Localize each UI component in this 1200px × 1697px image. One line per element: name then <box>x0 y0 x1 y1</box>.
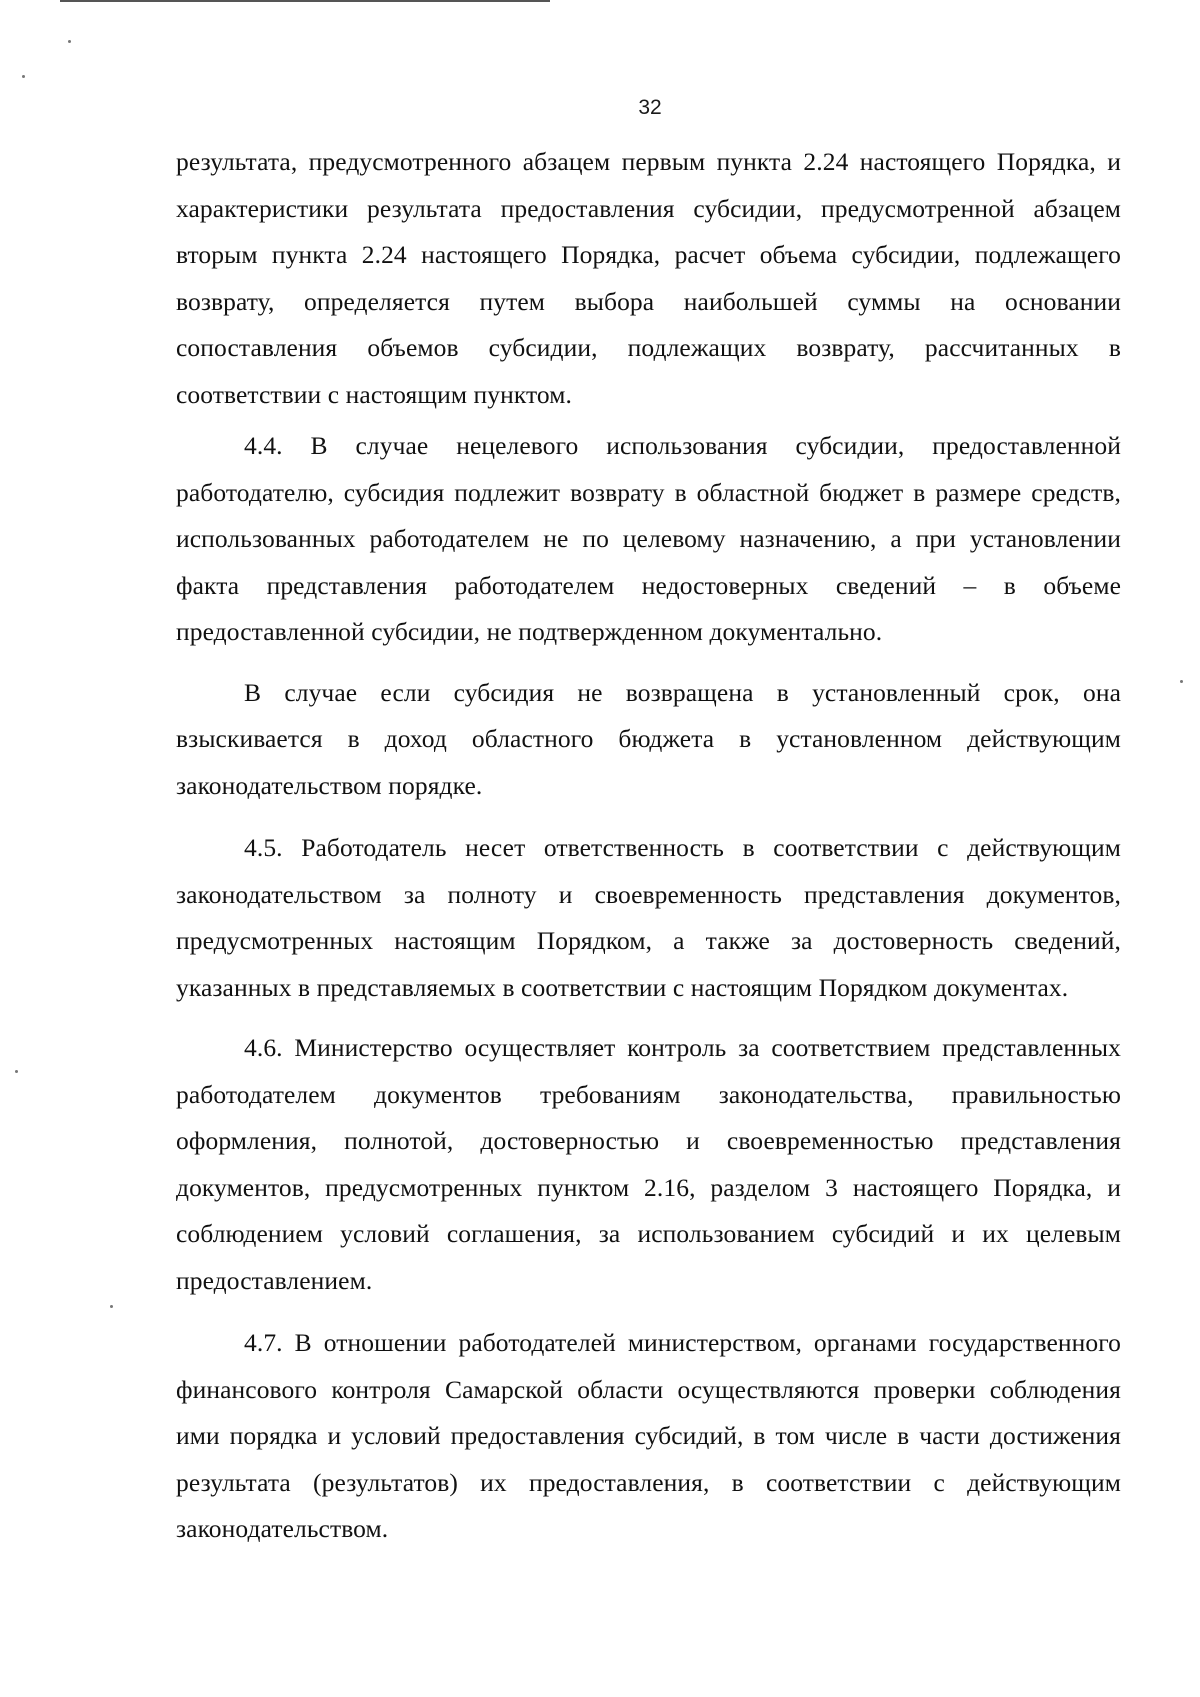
paragraph-4-6: 4.6. Министерство осуществляет контроль за соответствием представленных работодателем документов требованиям законодательства, правильностью оформления, полнотой, достоверностью и своевременностью представления документов, предусмотренных пунктом 2.16, разделом 3 настоящего Порядка, и соблюдением условий соглашения, за использованием субсидий и их целевым предоставлением. <box>176 1033 1121 1295</box>
scan-speck <box>22 75 25 78</box>
paragraph-4-4: 4.4. В случае нецелевого использования субсидии, предоставленной работодателю, субсидия подлежит возврату в областной бюджет в размере средств, использованных работодателем не по целевому назначению, а при установлении факта представления работодателем недостоверных сведений – в объеме предоставленной субсидии, не подтвержденном документально. <box>176 431 1121 646</box>
paragraph-continuation: результата, предусмотренного абзацем первым пункта 2.24 настоящего Порядка, и характеристики результата предоставления субсидии, предусмотренной абзацем вторым пункта 2.24 настоящего Порядка, расчет объема субсидии, подлежащего возврату, определяется путем выбора наибольшей суммы на основании сопоставления объемов субсидии, подлежащих возврату, рассчитанных в соответствии с настоящим пунктом. <box>176 147 1121 409</box>
page-number: 32 <box>638 96 662 119</box>
scan-speck <box>1180 680 1183 683</box>
scan-speck <box>68 40 71 43</box>
paragraph-4-7: 4.7. В отношении работодателей министерством, органами государственного финансового контроля Самарской области осуществляются проверки соблюдения ими порядка и условий предоставления субсидий, в том числе в части достижения результата (результатов) их предоставления, в соответствии с действующим законодательством. <box>176 1328 1121 1543</box>
scan-speck <box>15 1070 18 1073</box>
document-body <box>176 139 1121 1553</box>
scan-speck <box>110 1305 113 1308</box>
paragraph-4-5: 4.5. Работодатель несет ответственность в соответствии с действующим законодательством за полноту и своевременность представления документов, предусмотренных настоящим Порядком, а также за достоверность сведений, указанных в представляемых в соответствии с настоящим Порядком документах. <box>176 833 1121 1002</box>
top-border-line <box>60 0 550 2</box>
paragraph-recovery: В случае если субсидия не возвращена в установленный срок, она взыскивается в доход областного бюджета в установленном действующим законодательством порядке. <box>176 677 1121 800</box>
